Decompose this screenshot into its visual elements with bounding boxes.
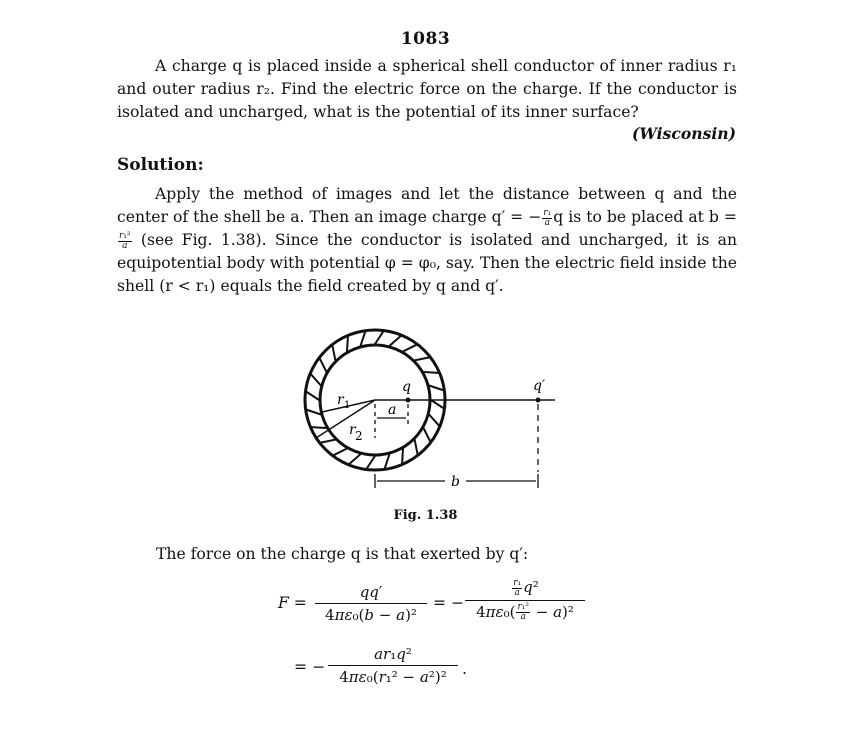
label-r1: r [337, 392, 344, 408]
hatch-line [312, 427, 327, 428]
hatch-line [367, 456, 375, 469]
label-a: a [388, 402, 397, 418]
hatch-line [311, 374, 321, 385]
hatch-line [429, 386, 443, 391]
hatch-line [403, 345, 416, 352]
hatch-line [423, 372, 438, 373]
label-r2-sub: 2 [355, 429, 363, 443]
figure-caption: Fig. 1.38 [393, 508, 458, 523]
eq1-fraction2: $\frac{\text{r₁}}{a}$ q² 4πε₀( $\frac{\text{r₁²}}{a}$ − a)² [465, 578, 585, 622]
hatch-line [385, 454, 390, 468]
fraction-r1sq-over-a: $\frac{\text{r₁²}}{a}$ [119, 230, 131, 251]
eq2-period: . [462, 660, 467, 678]
hatch-line [423, 428, 430, 441]
label-q: q [402, 379, 411, 395]
label-r1-sub: 1 [344, 400, 351, 411]
problem-text: A charge q is placed inside a spherical shell conductor of inner radius r₁ and outer radius r₂. Find the electric force on the charge. If the conductor is isolated and uncharged, what is the potential of its inner surface? [117, 57, 737, 121]
hatch-line [431, 400, 444, 408]
hatch-line [429, 414, 439, 425]
shell-diagram [305, 330, 555, 490]
fraction-r1-over-a: $\frac{\text{r₁}}{a}$ [543, 207, 552, 228]
charge-q-dot [406, 398, 411, 403]
solution-text-a: Apply the method of images and let the distance between q and the center of the shell be a. Then an image charge q′ = − [117, 185, 737, 226]
hatch-line [361, 332, 366, 346]
eq2-fraction: ar₁q² 4πε₀(r₁² − a²)² [328, 645, 458, 686]
eq1-minus: − [451, 594, 465, 612]
hatch-line [415, 440, 418, 455]
eq1-lhs: F = [278, 594, 307, 612]
hatch-line [375, 331, 383, 344]
hatch-line [415, 357, 430, 360]
solution-text-b: q is to be placed at b = [553, 208, 737, 226]
eq2-equals: = − [294, 658, 326, 676]
hatch-line [307, 410, 321, 415]
hatch-line [306, 392, 319, 400]
problem-number: 1083 [400, 29, 451, 49]
image-charge-dot [536, 398, 541, 403]
eq1-fraction1: qq′ 4πε₀(b − a)² [315, 583, 427, 624]
hatch-line [320, 359, 327, 372]
hatch-line [334, 448, 347, 455]
label-b: b [451, 474, 460, 490]
hatch-line [349, 454, 360, 464]
hatch-line [389, 336, 400, 346]
label-qprime: q′ [533, 378, 546, 394]
solution-heading: Solution: [117, 155, 204, 175]
hatch-line [347, 337, 348, 352]
force-intro: The force on the charge q is that exerted by q′: [156, 545, 529, 563]
solution-text-c: (see Fig. 1.38). Since the conductor is isolated and uncharged, it is an equipotential body with potential φ = φ₀, say. Then the electric field inside the shell (r < r₁) equals the field created by q and q′. [117, 231, 737, 295]
label-r2: r [349, 422, 356, 438]
hatch-line [321, 440, 336, 443]
eq1-equals: = [433, 594, 447, 612]
hatch-line [402, 448, 403, 463]
hatch-line [332, 346, 335, 361]
problem-source: (Wisconsin) [632, 124, 736, 143]
